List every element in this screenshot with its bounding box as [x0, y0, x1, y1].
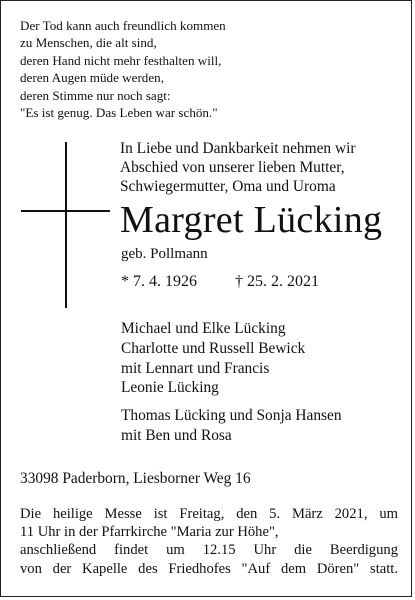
- notice-line: von der Kapelle des Friedhofes "Auf dem Dören" statt.: [20, 560, 398, 577]
- poem-line: deren Stimme nur noch sagt:: [20, 87, 171, 103]
- intro-line: Schwiegermutter, Oma und Uroma: [120, 178, 336, 195]
- mourning-address: 33098 Paderborn, Liesborner Weg 16: [20, 470, 251, 487]
- notice-line: 11 Uhr in der Pfarrkirche "Maria zur Höhe",: [20, 524, 279, 541]
- mourners-list: [121, 319, 406, 454]
- poem-line: deren Hand nicht mehr festhalten will,: [20, 52, 222, 68]
- farewell-intro: [120, 139, 395, 196]
- notice-line: Die heilige Messe ist Freitag, den 5. März 2021, um: [20, 506, 398, 522]
- poem-line: zu Menschen, die alt sind,: [20, 35, 157, 51]
- funeral-notice: [20, 505, 398, 578]
- mourner-line: Michael und Elke Lücking: [121, 320, 286, 337]
- birth-date: * 7. 4. 1926: [121, 273, 197, 290]
- intro-line: Abschied von unserer lieben Mutter,: [120, 159, 345, 176]
- maiden-name: geb. Pollmann: [121, 246, 208, 262]
- cross-icon-vertical: [65, 142, 67, 308]
- poem-line: deren Augen müde werden,: [20, 70, 164, 86]
- notice-line: anschließend findet um 12.15 Uhr die Beerdigung: [20, 542, 398, 559]
- intro-line: In Liebe und Dankbarkeit nehmen wir: [120, 140, 356, 157]
- mourner-line: mit Lennart und Francis: [121, 359, 270, 377]
- mourner-line: Thomas Lücking und Sonja Hansen: [121, 407, 342, 425]
- poem-line: "Es ist genug. Das Leben war schön.": [20, 105, 218, 121]
- poem-line: Der Tod kann auch freundlich kommen: [20, 18, 226, 33]
- poem: [20, 17, 320, 121]
- mourner-line: Charlotte und Russell Bewick: [121, 339, 306, 357]
- mourners-group: [121, 406, 406, 446]
- cross-icon-horizontal: [21, 210, 110, 212]
- mourners-group: [121, 319, 406, 398]
- deceased-name: Margret Lücking: [120, 199, 383, 241]
- mourner-line: Leonie Lücking: [121, 379, 219, 397]
- mourner-line: mit Ben und Rosa: [121, 426, 232, 444]
- death-date: † 25. 2. 2021: [235, 273, 319, 290]
